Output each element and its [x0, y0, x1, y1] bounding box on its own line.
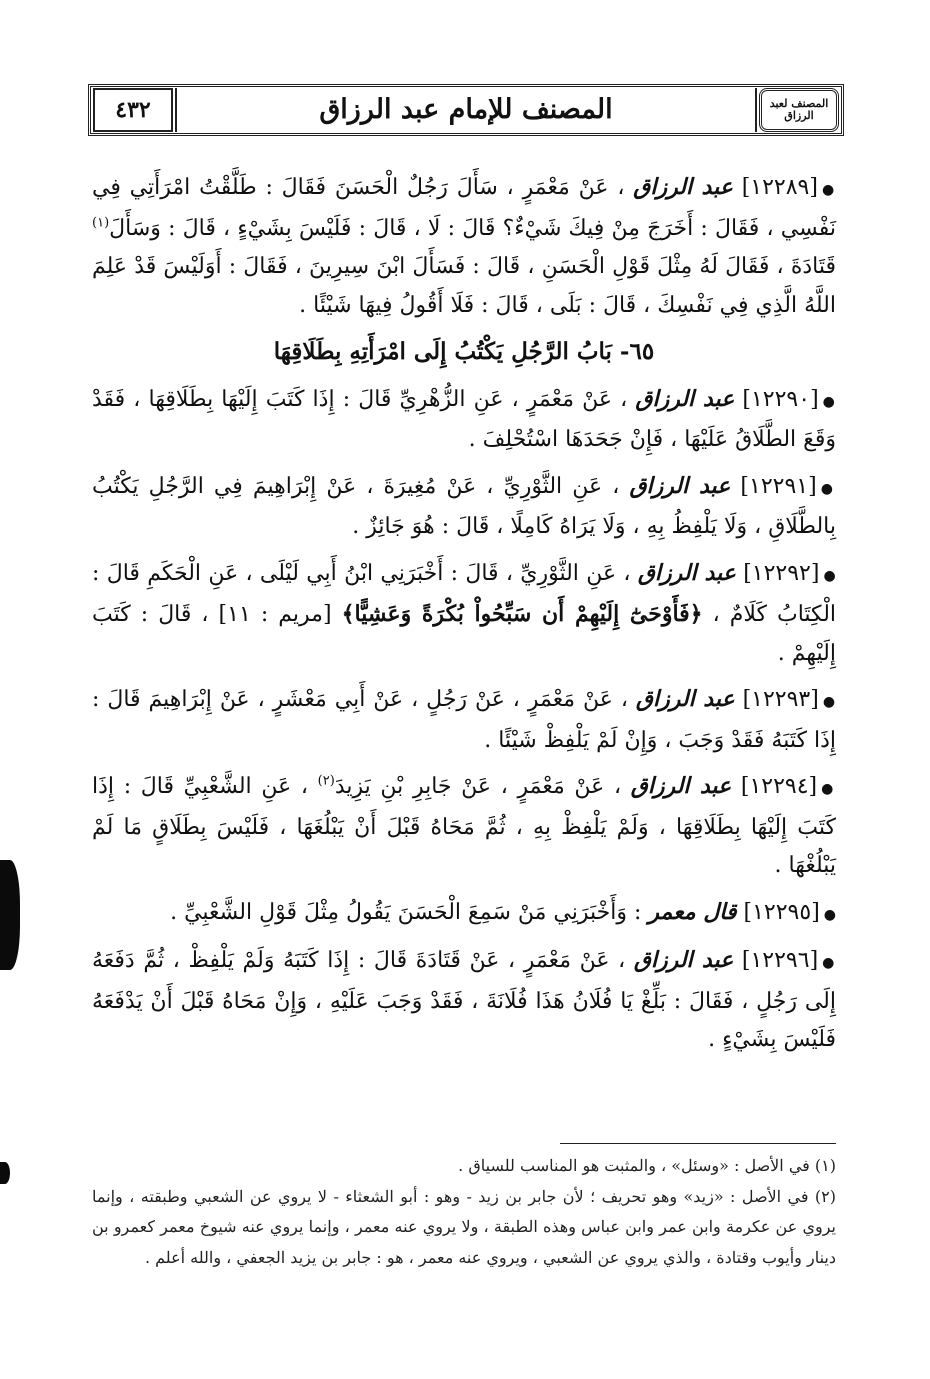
hadith-number: [١٢٢٩١]	[740, 473, 817, 499]
chapter-heading: ٦٥- بَابُ الرَّجُلِ يَكْتُبُ إِلَى امْرَأَتِهِ بِطَلَاقِهَا	[273, 338, 655, 365]
book-title: المصنف للإمام عبد الرزاق	[175, 88, 757, 132]
hadith-source: قال معمر	[648, 898, 737, 925]
hadith-text-continued: [مريم : ١١] ، قَالَ : كَتَبَ إِلَيْهِمْ .	[92, 602, 836, 666]
footnotes	[92, 1151, 836, 1273]
hadith-text: ، عَنْ مَعْمَرٍ ، عَنْ قَتَادَةَ قَالَ : إِذَا كَتَبَهُ وَلَمْ يَلْفِظْ ، ثُمَّ دَفَعَهُ إِلَى رَجُلٍ ، فَقَالَ : بَلِّغْ يَا فُلَانُ هَذَا فُلَانَةَ ، فَقَدْ وَجَبَ عَلَيْهِ ، وَإِنْ مَحَاهُ قَبْلَ أَنْ يَدْفَعَهُ فَلَيْسَ بِشَيْءٍ .	[92, 948, 836, 1052]
hadith-entry-12293	[92, 680, 836, 760]
bullet-icon: ●	[823, 567, 836, 584]
hadith-source: عبد الرزاق	[633, 947, 734, 973]
hadith-text: ، عَنْ مَعْمَرٍ ، عَنْ جَابِرِ بْنِ يَزِيدَ	[334, 774, 622, 799]
hadith-number: [١٢٢٩٠]	[742, 386, 819, 412]
footnote-divider	[560, 1143, 836, 1144]
hadith-entry-12296	[92, 941, 836, 1060]
hadith-number: [١٢٢٩٤]	[740, 774, 818, 799]
footnote-1: (١) في الأصل : «وسئل» ، والمثبت هو المناسب للسياق .	[458, 1156, 836, 1175]
hadith-source: عبد الرزاق	[637, 559, 736, 586]
page-number: ٤٣٢	[93, 88, 173, 132]
footnote-2: (٢) في الأصل : «زيد» وهو تحريف ؛ لأن جابر بن زيد - وهو : أبو الشعثاء - لا يروي عن الشعبي وطبقته ، وإنما يروي عن عكرمة وابن عمر وابن عباس وهذه الطبقة ، ولا يروي عنه معمر ، وإنما يروي عنه شيوخ معمر كعمرو بن دينار وأيوب وقتادة ، والذي يروي عن الشعبي ، ويروي عنه معمر ، هو : جابر بن يزيد الجعفي ، والله أعلم .	[92, 1186, 837, 1267]
hadith-entry-12295	[92, 893, 836, 935]
page-header	[88, 84, 844, 136]
hadith-source: عبد الرزاق	[630, 773, 732, 799]
hadith-text: ، عَنِ الثَّوْرِيِّ ، عَنْ مُغِيرَةَ ، عَنْ إِبْرَاهِيمَ فِي الرَّجُلِ يَكْتُبُ بِالطَّلَاقِ ، وَلَا يَلْفِظُ بِهِ ، وَلَا يَرَاهُ كَامِلًا ، قَالَ : هُوَ جَائِزٌ .	[92, 473, 836, 539]
bullet-icon: ●	[823, 906, 836, 923]
hadith-number: [١٢٢٩٣]	[742, 687, 819, 712]
hadith-number: [١٢٢٨٩]	[741, 175, 818, 200]
quran-verse: ﴿فَأَوْحَىٰٓ إِلَيْهِمْ أَن سَبِّحُواْ بُكْرَةً وَعَشِيًّا﴾	[341, 601, 703, 627]
bullet-icon: ●	[822, 393, 836, 410]
bullet-icon: ●	[822, 955, 837, 971]
bullet-icon: ●	[821, 182, 837, 198]
hadith-text: ، عَنِ الثَّوْرِيِّ ، قَالَ : أَخْبَرَنِي ابْنُ أَبِي لَيْلَى ، عَنِ الْحَكَمِ قَالَ : الْكِتَابُ كَلَامٌ ،	[92, 560, 837, 627]
bullet-icon: ●	[822, 694, 837, 710]
hadith-text-continued: ، عَنِ الشَّعْبِيِّ قَالَ : إِذَا كَتَبَ إِلَيْهَا بِطَلَاقِهَا ، وَلَمْ يَلْفِظْ بِهِ ، ثُمَّ مَحَاهُ قَبْلَ أَنْ يَبْلُغَهَا ، فَلَيْسَ بِطَلَاقٍ مَا لَمْ يَبْلُغْهَا .	[92, 774, 836, 878]
hadith-source: عبد الرزاق	[629, 472, 731, 499]
bullet-icon: ●	[821, 781, 837, 797]
hadith-text: : وَأَخْبَرَنِي مَنْ سَمِعَ الْحَسَنَ يَقُولُ مِثْلَ قَوْلِ الشَّعْبِيِّ .	[170, 899, 642, 925]
hadith-entry-12294	[92, 767, 836, 886]
book-logo: المصنف لعبد الرزاق	[759, 88, 839, 132]
hadith-entry-12291	[92, 467, 836, 547]
hadith-number: [١٢٢٩٢]	[743, 560, 820, 586]
hadith-text-continued: قَتَادَةَ ، فَقَالَ لَهُ مِثْلَ قَوْلِ الْحَسَنِ ، قَالَ : فَسَأَلَ ابْنَ سِيرِينَ ، فَقَالَ : أَوَلَيْسَ قَدْ عَلِمَ اللَّهُ الَّذِي فِي نَفْسِكَ ، قَالَ : بَلَى ، قَالَ : فَلَا أَقُولُ فِيهَا شَيْئًا .	[92, 254, 836, 318]
hadith-text: ، عَنْ مَعْمَرٍ ، سَأَلَ رَجُلٌ الْحَسَنَ فَقَالَ : طَلَّقْتُ امْرَأَتِي فِي نَفْسِي ، فَقَالَ : أَخَرَجَ مِنْ فِيكَ شَيْءٌ؟ قَالَ : لَا ، قَالَ : فَلَيْسَ بِشَيْءٍ ، قَالَ : وَسَأَلَ	[92, 175, 836, 241]
footnote-mark: (٢)	[317, 773, 335, 789]
hadith-source: عبد الرزاق	[635, 686, 735, 712]
hadith-entry-12289	[92, 168, 836, 325]
hadith-source: عبد الرزاق	[633, 174, 733, 200]
bullet-icon: ●	[820, 480, 837, 497]
hadith-text: ، عَنْ مَعْمَرٍ ، عَنْ رَجُلٍ ، عَنْ أَبِي مَعْشَرٍ ، عَنْ إِبْرَاهِيمَ قَالَ : إِذَا كَتَبَهُ فَقَدْ وَجَبَ ، وَإِنْ لَمْ يَلْفِظْ شَيْئًا .	[92, 687, 836, 753]
scan-ink-blot	[0, 860, 20, 970]
main-text	[92, 168, 836, 1067]
hadith-number: [١٢٢٩٥]	[743, 899, 820, 925]
hadith-source: عبد الرزاق	[635, 385, 735, 412]
hadith-text: ، عَنْ مَعْمَرٍ ، عَنِ الزُّهْرِيِّ قَالَ : إِذَا كَتَبَ إِلَيْهَا بِطَلَاقِهَا ، فَقَدْ وَقَعَ الطَّلَاقُ عَلَيْهَا ، فَإِنْ جَحَدَهَا اسْتُحْلِفَ .	[92, 386, 836, 452]
hadith-entry-12290	[92, 380, 836, 460]
hadith-number: [١٢٢٩٦]	[741, 948, 819, 973]
hadith-entry-12292	[92, 554, 836, 674]
scan-ink-blot	[0, 1162, 10, 1184]
footnote-mark: (١)	[92, 215, 110, 231]
